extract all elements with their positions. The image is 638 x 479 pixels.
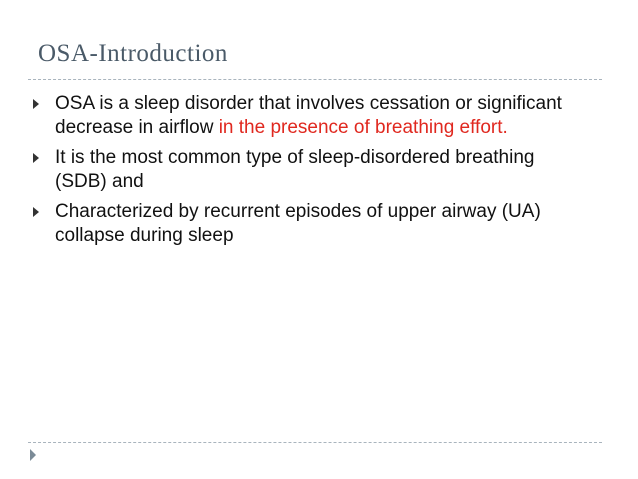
slide-title: OSA-Introduction xyxy=(38,40,228,67)
triangle-bullet-icon xyxy=(33,99,39,109)
bullet-item xyxy=(30,200,590,248)
triangle-bullet-icon xyxy=(33,207,39,217)
title-divider xyxy=(28,79,602,80)
bullet-item xyxy=(30,92,590,140)
bullet-list xyxy=(30,92,590,254)
triangle-bullet-icon xyxy=(33,153,39,163)
bullet-item xyxy=(30,146,590,194)
bullet-text: Characterized by recurrent episodes of upper airway (UA) collapse during sleep xyxy=(55,201,541,246)
bullet-highlight-text: in the presence of breathing effort. xyxy=(218,117,508,138)
bullet-text: It is the most common type of sleep-disordered breathing (SDB) and xyxy=(55,147,535,192)
bullet-text: OSA is a sleep disorder that involves cessation or significant decrease in airflow xyxy=(55,93,562,138)
footer-triangle-icon xyxy=(30,449,36,461)
footer-divider xyxy=(28,442,602,443)
